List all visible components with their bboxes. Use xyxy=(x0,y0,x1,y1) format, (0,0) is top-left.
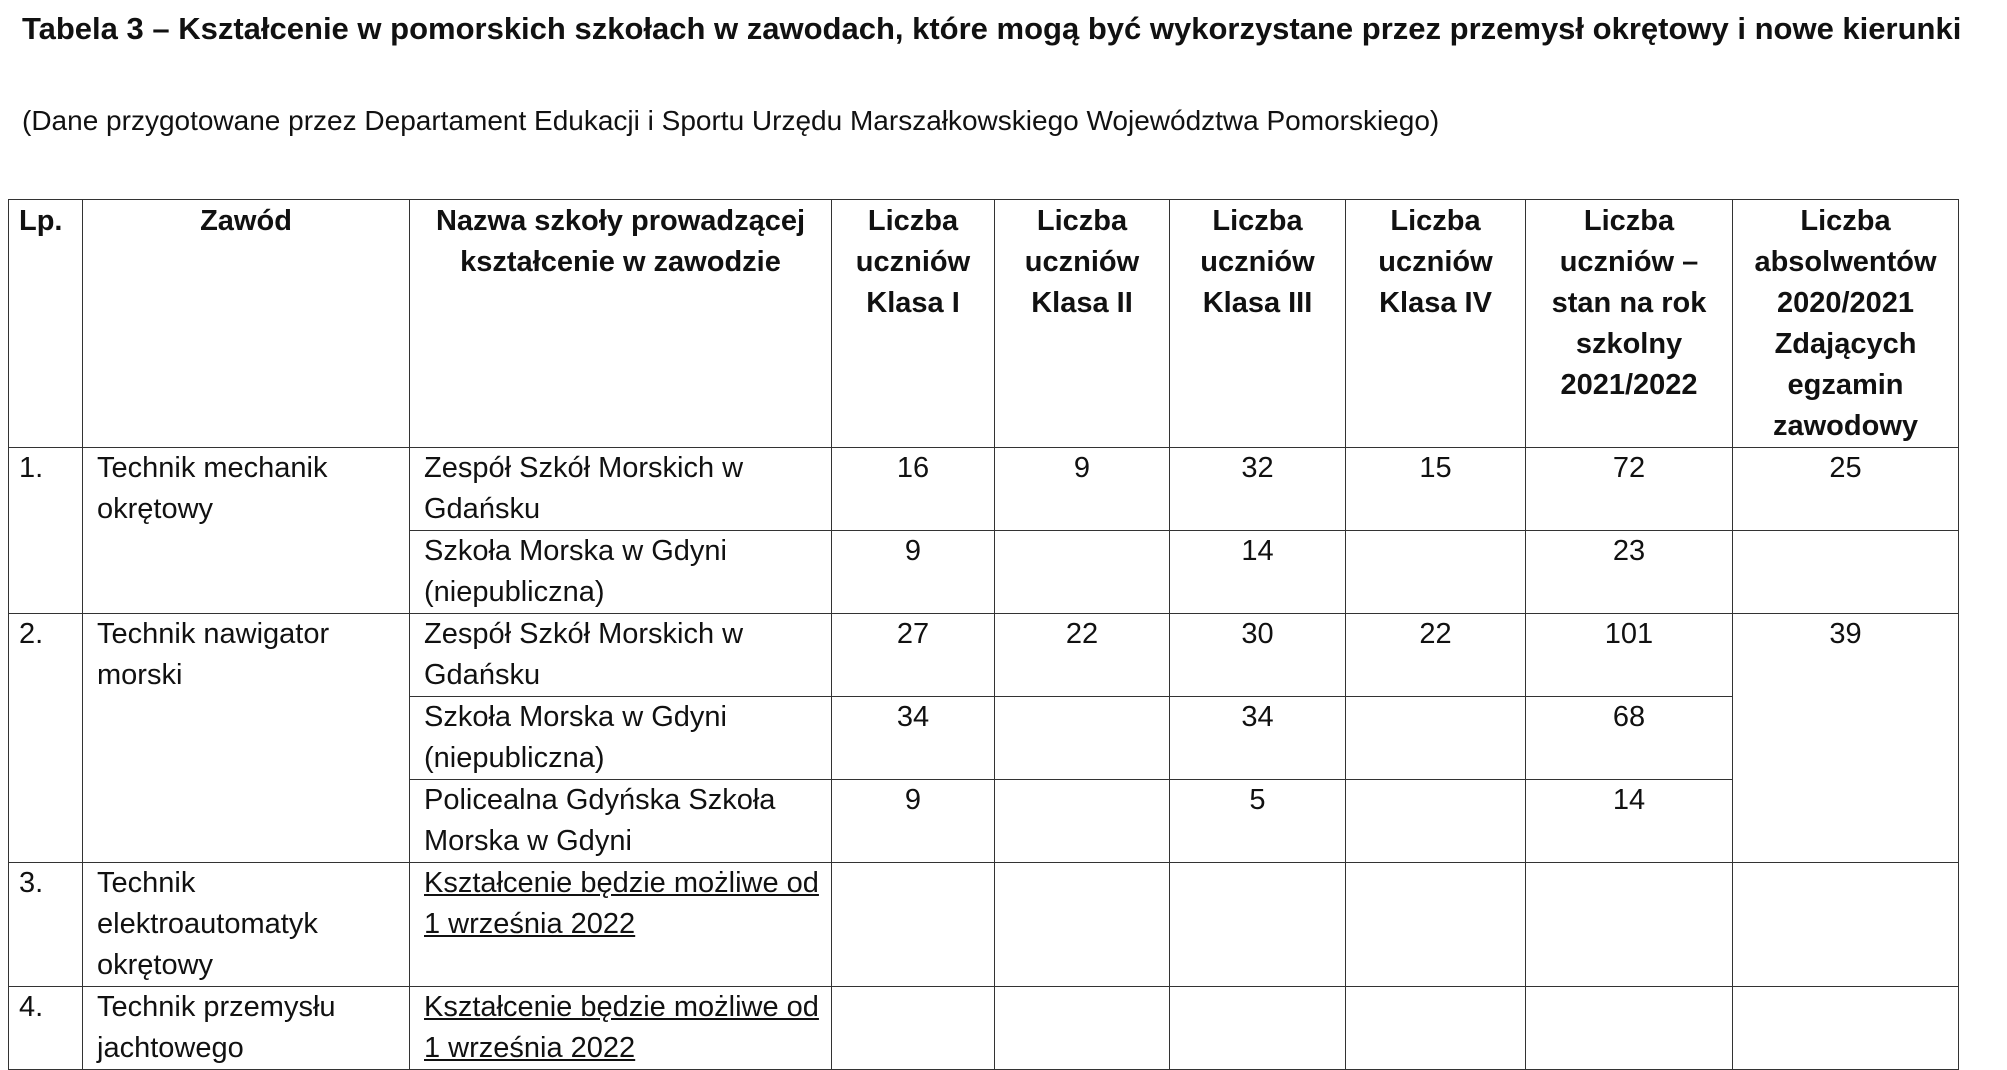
cell-klasa-1 xyxy=(832,987,995,1070)
header-stan: Liczba uczniów – stan na rok szkolny 2021/2022 xyxy=(1526,200,1733,448)
cell-absolwenci xyxy=(1733,863,1959,987)
cell-klasa-3: 30 xyxy=(1170,614,1346,697)
header-klasa-2: Liczba uczniów Klasa II xyxy=(995,200,1170,448)
cell-klasa-1: 9 xyxy=(832,531,995,614)
cell-klasa-1: 9 xyxy=(832,780,995,863)
cell-klasa-3: 14 xyxy=(1170,531,1346,614)
cell-klasa-1 xyxy=(832,863,995,987)
table-row xyxy=(9,987,1959,1070)
table-row xyxy=(9,448,1959,531)
cell-szkola: Szkoła Morska w Gdyni (niepubliczna) xyxy=(410,697,832,780)
header-zawod: Zawód xyxy=(83,200,410,448)
cell-zawod: Technik nawigator morski xyxy=(83,614,410,863)
header-klasa-3: Liczba uczniów Klasa III xyxy=(1170,200,1346,448)
header-absolwenci: Liczba absolwentów 2020/2021 Zdających egzamin zawodowy xyxy=(1733,200,1959,448)
table-subtitle: (Dane przygotowane przez Departament Edukacji i Sportu Urzędu Marszałkowskiego Województwa Pomorskiego) xyxy=(22,105,1440,136)
table-title: Tabela 3 – Kształcenie w pomorskich szkołach w zawodach, które mogą być wykorzystane przez przemysł okrętowy i nowe kierunki xyxy=(22,11,1962,46)
cell-stan: 68 xyxy=(1526,697,1733,780)
cell-zawod: Technik przemysłu jachtowego xyxy=(83,987,410,1070)
cell-klasa-4: 15 xyxy=(1346,448,1526,531)
cell-klasa-4 xyxy=(1346,531,1526,614)
cell-absolwenci: 25 xyxy=(1733,448,1959,531)
cell-klasa-2 xyxy=(995,863,1170,987)
cell-klasa-2 xyxy=(995,531,1170,614)
cell-klasa-2 xyxy=(995,697,1170,780)
cell-klasa-1: 16 xyxy=(832,448,995,531)
cell-klasa-4: 22 xyxy=(1346,614,1526,697)
note-text: Kształcenie będzie możliwe od 1 września 2022 xyxy=(424,867,819,940)
cell-klasa-2 xyxy=(995,987,1170,1070)
cell-klasa-4 xyxy=(1346,863,1526,987)
cell-klasa-3 xyxy=(1170,863,1346,987)
cell-klasa-2 xyxy=(995,780,1170,863)
cell-klasa-3: 32 xyxy=(1170,448,1346,531)
cell-lp: 3. xyxy=(9,863,83,987)
cell-klasa-3: 5 xyxy=(1170,780,1346,863)
cell-stan: 72 xyxy=(1526,448,1733,531)
header-klasa-1: Liczba uczniów Klasa I xyxy=(832,200,995,448)
cell-zawod: Technik elektroautomatyk okrętowy xyxy=(83,863,410,987)
header-row xyxy=(9,200,1959,448)
cell-klasa-3: 34 xyxy=(1170,697,1346,780)
cell-klasa-4 xyxy=(1346,780,1526,863)
cell-stan xyxy=(1526,863,1733,987)
table-row xyxy=(9,863,1959,987)
cell-lp: 4. xyxy=(9,987,83,1070)
cell-szkola: Policealna Gdyńska Szkoła Morska w Gdyni xyxy=(410,780,832,863)
cell-szkola: Zespół Szkół Morskich w Gdańsku xyxy=(410,614,832,697)
cell-szkola-note xyxy=(410,863,832,987)
cell-stan: 14 xyxy=(1526,780,1733,863)
cell-stan xyxy=(1526,987,1733,1070)
cell-szkola-note xyxy=(410,987,832,1070)
cell-klasa-3 xyxy=(1170,987,1346,1070)
note-text: Kształcenie będzie możliwe od 1 września 2022 xyxy=(424,991,819,1064)
table-row xyxy=(9,614,1959,697)
cell-stan: 101 xyxy=(1526,614,1733,697)
cell-klasa-2: 9 xyxy=(995,448,1170,531)
header-szkola: Nazwa szkoły prowadzącej kształcenie w zawodzie xyxy=(410,200,832,448)
cell-lp: 2. xyxy=(9,614,83,863)
cell-stan: 23 xyxy=(1526,531,1733,614)
cell-absolwenci xyxy=(1733,531,1959,614)
cell-szkola: Zespół Szkół Morskich w Gdańsku xyxy=(410,448,832,531)
cell-klasa-2: 22 xyxy=(995,614,1170,697)
cell-szkola: Szkoła Morska w Gdyni (niepubliczna) xyxy=(410,531,832,614)
cell-klasa-1: 27 xyxy=(832,614,995,697)
cell-absolwenci: 39 xyxy=(1733,614,1959,863)
cell-lp: 1. xyxy=(9,448,83,614)
cell-klasa-1: 34 xyxy=(832,697,995,780)
cell-zawod: Technik mechanik okrętowy xyxy=(83,448,410,614)
header-lp: Lp. xyxy=(9,200,83,448)
cell-absolwenci xyxy=(1733,987,1959,1070)
cell-klasa-4 xyxy=(1346,697,1526,780)
header-klasa-4: Liczba uczniów Klasa IV xyxy=(1346,200,1526,448)
cell-klasa-4 xyxy=(1346,987,1526,1070)
data-table xyxy=(8,199,1959,1070)
